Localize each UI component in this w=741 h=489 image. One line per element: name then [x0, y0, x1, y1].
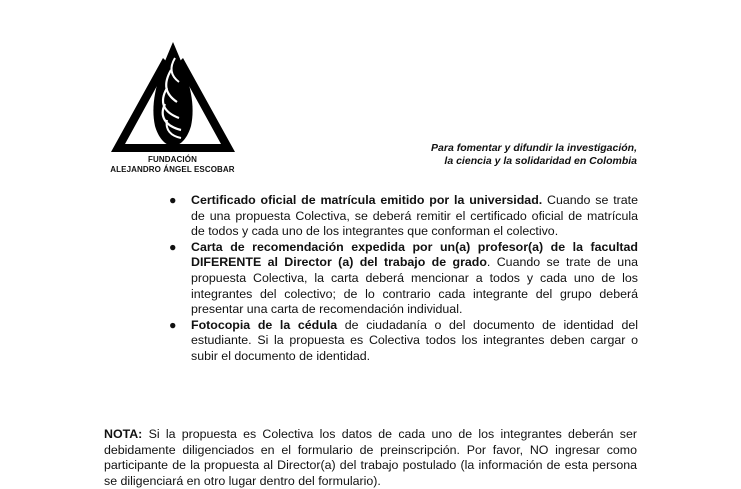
bullet-icon: ● — [169, 193, 177, 207]
tagline-line2: la ciencia y la solidaridad en Colombia — [444, 155, 637, 167]
note-label: NOTA: — [104, 427, 143, 441]
tagline-line1: Para fomentar y difundir la investigación, — [431, 142, 637, 154]
requirement-item — [168, 240, 638, 318]
requirements-list — [168, 193, 638, 365]
foundation-tagline — [431, 142, 637, 168]
note-paragraph — [104, 427, 637, 489]
requirement-text: Cuando se trate de una propuesta Colectiva, se deberá remitir el certificado oficial de matrícula de todos y cada uno de los integrantes que conforman el colectivo. — [191, 193, 638, 239]
requirement-text: de ciudadanía o del documento de identidad del estudiante. Si la propuesta es Colectiva todos los integrantes deben cargar o subir el documento de identidad. — [191, 317, 638, 363]
foundation-name-line2: ALEJANDRO ÁNGEL ESCOBAR — [110, 165, 235, 174]
flame-triangle-icon — [111, 40, 235, 152]
foundation-logo — [105, 40, 240, 174]
requirement-item — [168, 193, 638, 240]
requirement-title: Fotocopia de la cédula — [191, 317, 338, 332]
requirement-text: . Cuando se trate de una propuesta Colectiva, la carta deberá mencionar a todos y cada uno de los integrantes del colectivo; de lo contrario cada integrante del grupo deberá presentar una carta de recomendación individual. — [191, 255, 638, 317]
requirement-title: Carta de recomendación expedida por un(a) profesor(a) de la facultad DIFERENTE al Director (a) del trabajo de grado — [191, 239, 638, 270]
foundation-name-line1: FUNDACIÓN — [148, 155, 197, 164]
requirement-item — [168, 318, 638, 365]
bullet-icon: ● — [169, 239, 177, 254]
requirement-title: Certificado oficial de matrícula emitido por la universidad. — [191, 193, 543, 207]
note-text: Si la propuesta es Colectiva los datos de cada uno de los integrantes deberán ser debidamente diligenciados en el formulario de preinscripción. Por favor, NO ingresar como participante de la propuesta al Director(a) del trabajo postulado (la información de esta persona se diligenciará en otro lugar dentro del formulario). — [104, 427, 637, 488]
foundation-name — [105, 155, 240, 175]
bullet-icon: ● — [169, 317, 177, 332]
